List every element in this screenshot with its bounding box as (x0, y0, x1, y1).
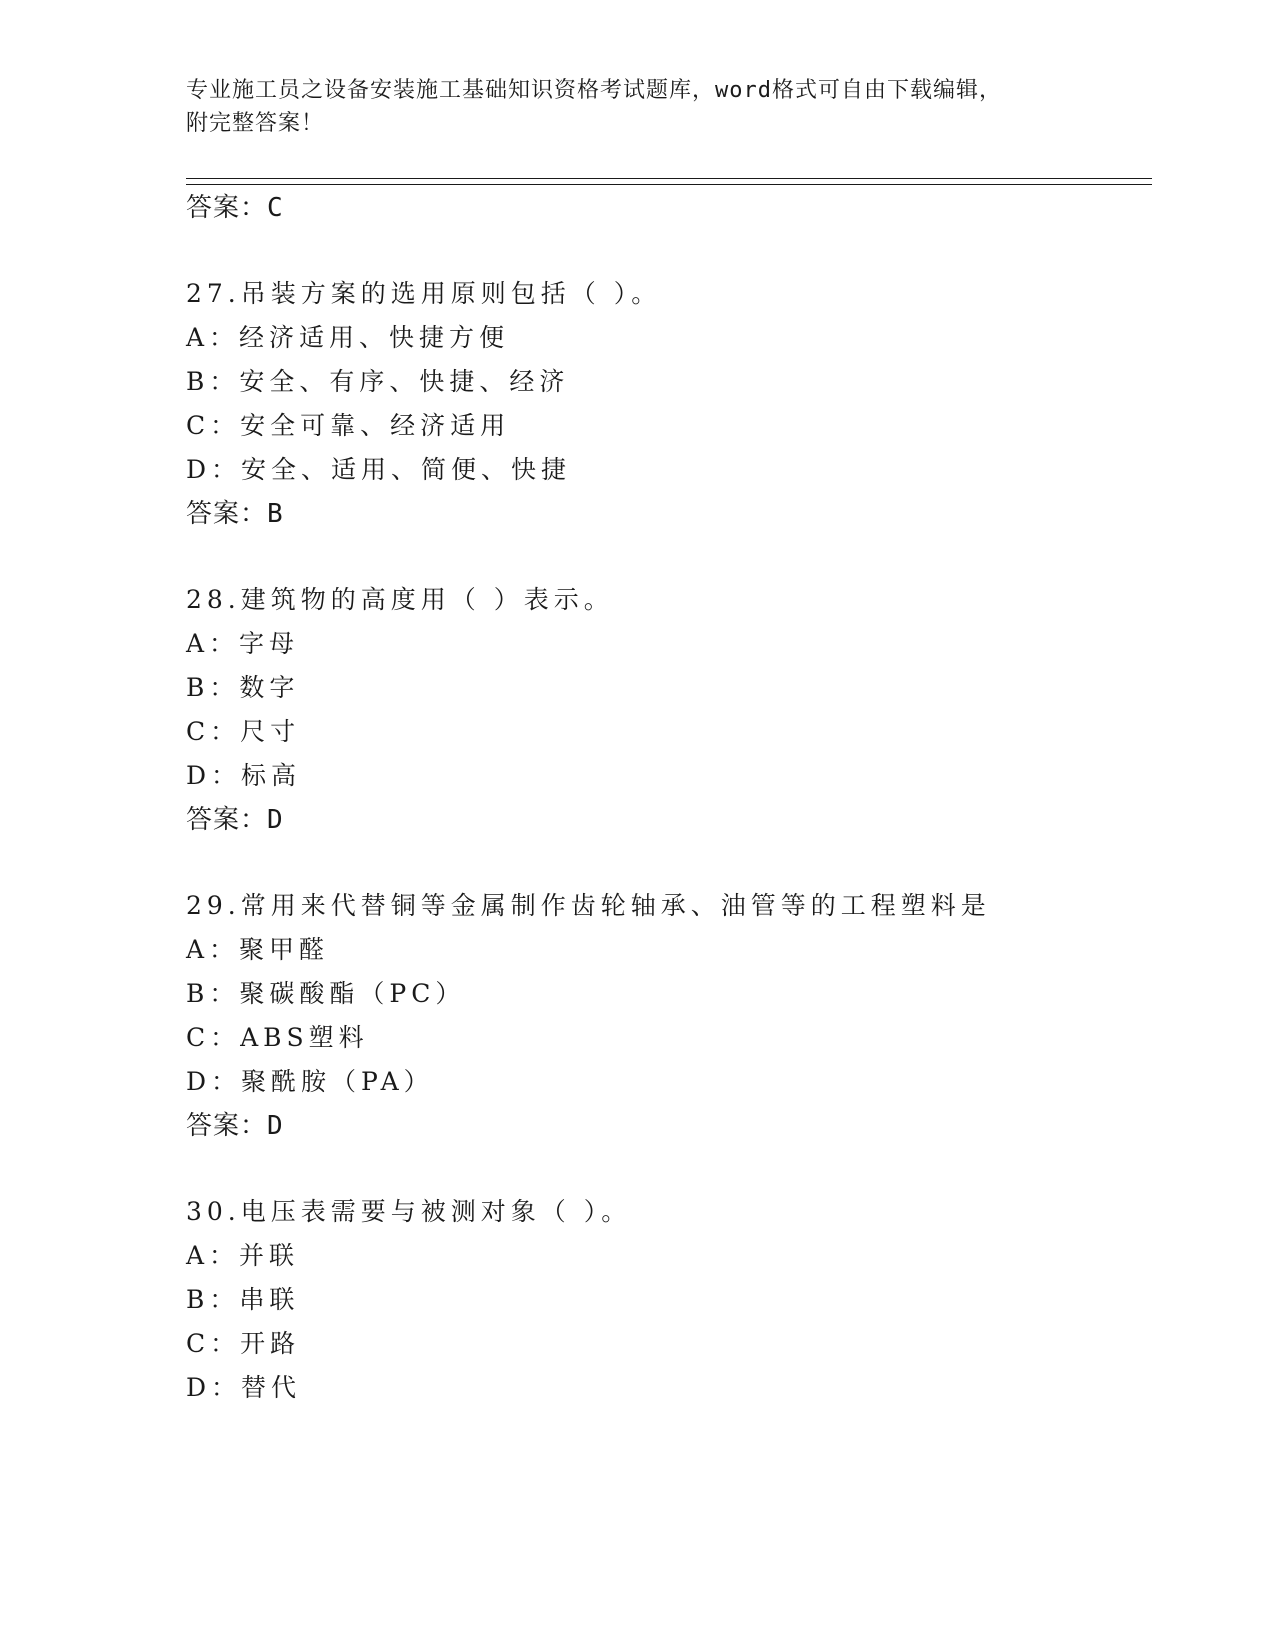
header-line-2: 附完整答案！ (186, 111, 325, 136)
answer (186, 799, 284, 836)
question-stem: 28.建筑物的高度用（ ）表示。 (186, 585, 614, 614)
option-a: A：字母 (186, 629, 300, 658)
answer-label: 答案： (186, 499, 268, 529)
question-stem: 30.电压表需要与被测对象（ ）。 (186, 1197, 632, 1226)
option-d: D：替代 (186, 1373, 302, 1402)
prev-answer (186, 187, 284, 224)
option-a: A：并联 (186, 1241, 300, 1270)
answer (186, 493, 284, 530)
option-c: C：尺寸 (186, 717, 301, 746)
option-a: A：经济适用、快捷方便 (186, 323, 510, 352)
answer (186, 1105, 284, 1142)
answer-label: 答案： (186, 193, 268, 223)
question-stem: 29.常用来代替铜等金属制作齿轮轴承、油管等的工程塑料是 (186, 891, 991, 920)
option-b: B：聚碳酸酯（PC） (186, 979, 466, 1008)
option-c: C：ABS塑料 (186, 1023, 369, 1052)
header-line-1: 专业施工员之设备安装施工基础知识资格考试题库，word格式可自由下载编辑， (186, 78, 1002, 103)
option-c: C：开路 (186, 1329, 301, 1358)
option-b: B：串联 (186, 1285, 300, 1314)
question-stem: 27.吊装方案的选用原则包括（ ）。 (186, 279, 662, 308)
answer-label: 答案： (186, 805, 268, 835)
option-b: B：数字 (186, 673, 300, 702)
option-d: D：聚酰胺（PA） (186, 1067, 434, 1096)
option-a: A：聚甲醛 (186, 935, 330, 964)
option-d: D：标高 (186, 761, 302, 790)
option-b: B：安全、有序、快捷、经济 (186, 367, 570, 396)
option-c: C：安全可靠、经济适用 (186, 411, 511, 440)
header-divider-top (186, 178, 1152, 179)
answer-value: C (267, 193, 284, 223)
document-header (186, 74, 1086, 140)
answer-value: D (267, 805, 284, 835)
header-divider-bottom (186, 184, 1152, 185)
answer-value: D (267, 1111, 284, 1141)
option-d: D：安全、适用、简便、快捷 (186, 455, 572, 484)
answer-label: 答案： (186, 1111, 268, 1141)
answer-value: B (267, 499, 284, 529)
